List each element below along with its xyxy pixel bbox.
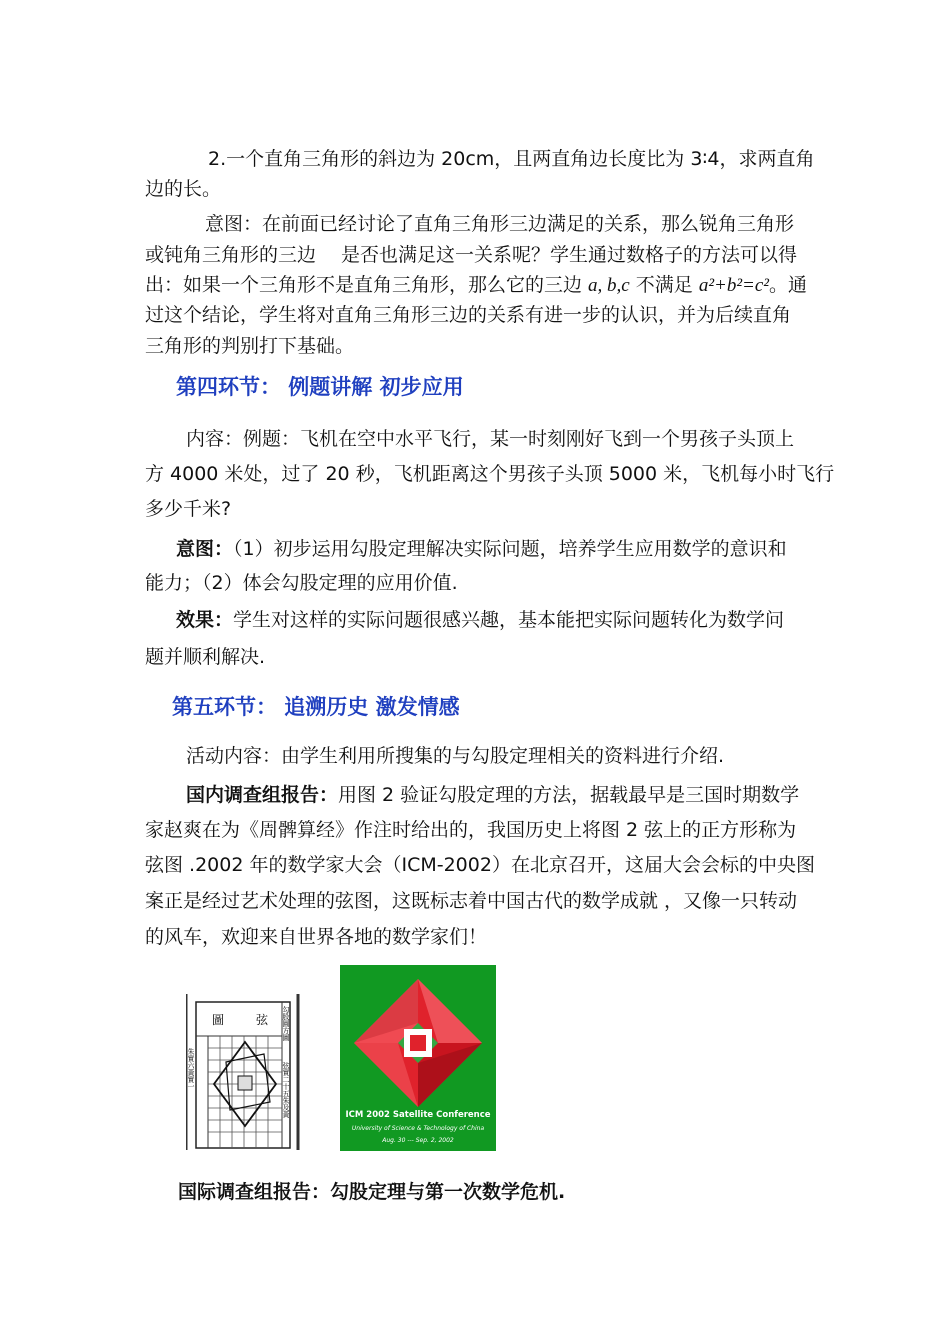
figure-side-right: 勾股圓方圖 bbox=[282, 1006, 290, 1041]
icm-2002-logo bbox=[340, 965, 496, 1151]
domestic-report-line-4: 案正是经过艺术处理的弦图，这既标志着中国古代的数学成就 ，又像一只转动 bbox=[145, 890, 798, 912]
figure-label-b: 弦 bbox=[256, 1013, 269, 1027]
figure-side-right-2: 弦實二十五朱及黃 bbox=[282, 1062, 290, 1118]
section-4-effect-1: 效果：学生对这样的实际问题很感兴趣，基本能把实际问题转化为数学问 bbox=[176, 609, 785, 631]
figure-side-left: 朱實六黃實一 bbox=[187, 1048, 195, 1090]
section-4-intent-2: 能力；（2）体会勾股定理的应用价值. bbox=[145, 572, 458, 594]
intent-line-2: 或钝角三角形的三边 是否也满足这一关系呢？学生通过数格子的方法可以得 bbox=[145, 244, 798, 266]
intent-line-4: 过这个结论，学生将对直角三角形三边的关系有进一步的认识，并为后续直角 bbox=[145, 304, 792, 326]
section-4-intent-1: 意图：（1）初步运用勾股定理解决实际问题，培养学生应用数学的意识和 bbox=[176, 538, 787, 560]
xian-tu-figure bbox=[186, 992, 300, 1152]
intent-line-3: 出：如果一个三角形不是直角三角形，那么它的三边 a, b,c 不满足 a²+b²=c²。通 bbox=[145, 274, 808, 296]
domestic-report-line-1: 国内调查组报告：用图 2 验证勾股定理的方法，据载最早是三国时期数学 bbox=[186, 784, 800, 806]
figure-label-a: 圖 bbox=[212, 1013, 225, 1027]
section-5-heading: 第五环节： 追溯历史 激发情感 bbox=[172, 695, 460, 719]
section-4-effect-2: 题并顺利解决. bbox=[145, 646, 266, 668]
domestic-report-label: 国内调查组报告： bbox=[186, 784, 339, 806]
icm-logo-drawing bbox=[340, 965, 496, 1151]
effect-label: 效果： bbox=[176, 609, 234, 631]
domestic-report-line-2: 家赵爽在为《周髀算经》作注时给出的，我国历史上将图 2 弦上的正方形称为 bbox=[145, 819, 797, 841]
international-report: 国际调查组报告：勾股定理与第一次数学危机. bbox=[178, 1181, 566, 1203]
question-2-line-1: 2.一个直角三角形的斜边为 20cm，且两直角边长度比为 3∶4，求两直角 bbox=[208, 148, 815, 170]
section-4-heading: 第四环节： 例题讲解 初步应用 bbox=[176, 375, 464, 399]
domestic-report-line-3: 弦图 .2002 年的数学家大会（ICM-2002）在北京召开，这届大会会标的中央图 bbox=[145, 854, 815, 876]
math-abc: a, b,c bbox=[588, 275, 630, 296]
domestic-report-line-5: 的风车，欢迎来自世界各地的数学家们！ bbox=[145, 926, 488, 948]
logo-line-2: University of Science & Technology of China bbox=[351, 1125, 485, 1132]
intent-line-5: 三角形的判别打下基础。 bbox=[145, 335, 355, 357]
section-5-activity: 活动内容：由学生利用所搜集的与勾股定理相关的资料进行介绍. bbox=[186, 745, 725, 767]
intent-line-1: 意图：在前面已经讨论了直角三角形三边满足的关系，那么锐角三角形 bbox=[205, 213, 795, 235]
intent-label: 意图： bbox=[176, 538, 234, 560]
section-4-content-2: 方 4000 米处，过了 20 秒，飞机距离这个男孩子头顶 5000 米，飞机每小时飞行 bbox=[145, 463, 835, 485]
logo-line-3: Aug. 30 --- Sep. 2, 2002 bbox=[382, 1137, 454, 1144]
section-4-content-1: 内容：例题：飞机在空中水平飞行，某一时刻刚好飞到一个男孩子头顶上 bbox=[186, 428, 795, 450]
math-pythagoras: a²+b²=c² bbox=[698, 275, 769, 296]
section-4-content-3: 多少千米? bbox=[145, 498, 232, 520]
xian-tu-drawing bbox=[186, 992, 300, 1152]
logo-line-1: ICM 2002 Satellite Conference bbox=[345, 1110, 491, 1120]
question-2-line-2: 边的长。 bbox=[145, 178, 222, 200]
